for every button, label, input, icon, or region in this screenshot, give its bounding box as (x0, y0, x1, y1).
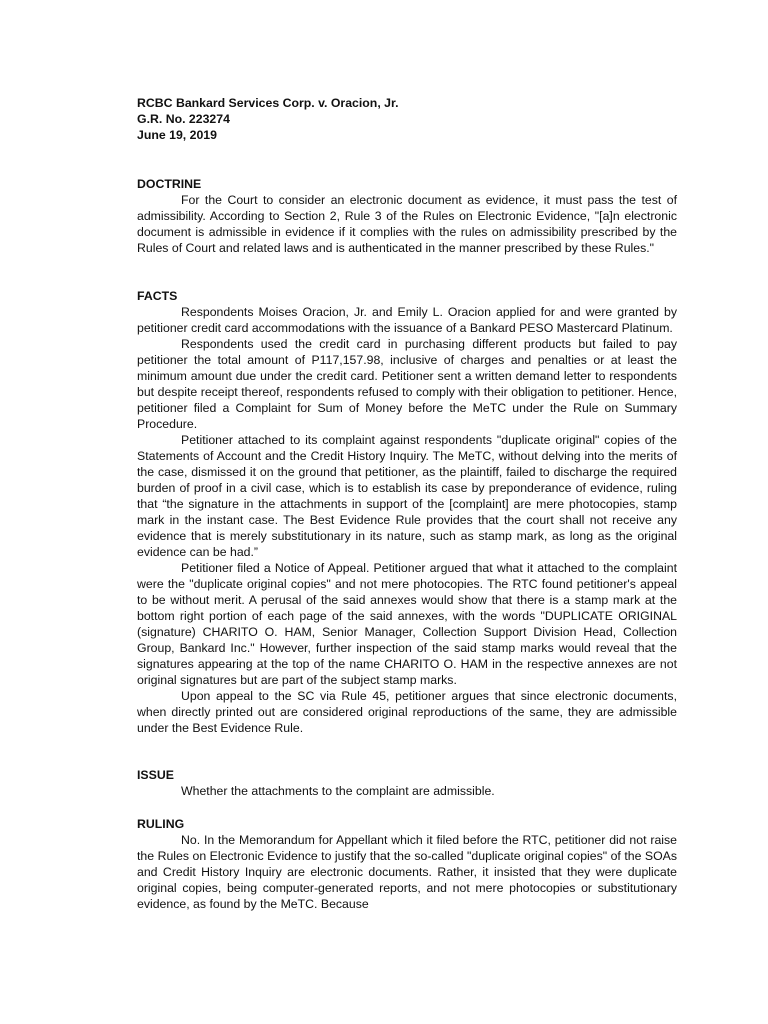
case-title: RCBC Bankard Services Corp. v. Oracion, Jr. (137, 96, 399, 110)
facts-paragraph: Upon appeal to the SC via Rule 45, petitioner argues that since electronic documents, when directly printed out are considered original reproductions of the same, they are admissible under the Best Evidence Rule. (137, 689, 677, 735)
facts-paragraph: Petitioner filed a Notice of Appeal. Petitioner argued that what it attached to the complaint were the "duplicate original copies" and not mere photocopies. The RTC found petitioner's appeal to be without merit. A perusal of the said annexes would show that there is a stamp mark at the bottom right portion of each page of the said annexes, with the words "DUPLICATE ORIGINAL (signature) CHARITO O. HAM, Senior Manager, Collection Support Division Head, Collection Group, Bankard Inc." However, further inspection of the said stamp marks would reveal that the signatures appearing at the top of the name CHARITO O. HAM in the respective annexes are not original signatures but are part of the subject stamp marks. (137, 561, 677, 687)
ruling-section (137, 816, 677, 912)
doctrine-section (137, 176, 677, 256)
facts-paragraph: Respondents Moises Oracion, Jr. and Emily L. Oracion applied for and were granted by petitioner credit card accommodations with the issuance of a Bankard PESO Mastercard Platinum. (137, 305, 677, 335)
doctrine-paragraph: For the Court to consider an electronic document as evidence, it must pass the test of admissibility. According to Section 2, Rule 3 of the Rules on Electronic Evidence, "[a]n electronic document is admissible in evidence if it complies with the rules on admissibility prescribed by the Rules of Court and related laws and is authenticated in the manner prescribed by these Rules." (137, 193, 677, 255)
issue-heading: ISSUE (137, 768, 174, 782)
gr-number: G.R. No. 223274 (137, 112, 230, 126)
facts-paragraph: Respondents used the credit card in purchasing different products but failed to pay petitioner the total amount of P117,157.98, inclusive of charges and penalties or at least the minimum amount due under the credit card. Petitioner sent a written demand letter to respondents but despite receipt thereof, respondents refused to comply with their obligation to petitioner. Hence, petitioner filed a Complaint for Sum of Money before the MeTC under the Rule on Summary Procedure. (137, 337, 677, 431)
decision-date: June 19, 2019 (137, 128, 217, 142)
doctrine-heading: DOCTRINE (137, 177, 202, 191)
facts-heading: FACTS (137, 289, 178, 303)
issue-paragraph: Whether the attachments to the complaint are admissible. (181, 784, 495, 798)
ruling-paragraph: No. In the Memorandum for Appellant which it filed before the RTC, petitioner did not raise the Rules on Electronic Evidence to justify that the so-called "duplicate original copies" of the SOAs and Credit History Inquiry are electronic documents. Rather, it insisted that they were duplicate original copies, being computer-generated reports, and not mere photocopies or substitutionary evidence, as found by the MeTC. Because (137, 833, 677, 911)
issue-section (137, 767, 677, 799)
facts-paragraph: Petitioner attached to its complaint against respondents "duplicate original" copies of the Statements of Account and the Credit History Inquiry. The MeTC, without delving into the merits of the case, dismissed it on the ground that petitioner, as the plaintiff, failed to discharge the required burden of proof in a civil case, which is to establish its case by preponderance of evidence, ruling that “the signature in the attachments in support of the [complaint] are mere photocopies, stamp mark in the instant case. The Best Evidence Rule provides that the court shall not receive any evidence that is merely substitutionary in its nature, such as stamp mark, as long as the original evidence can be had.” (137, 433, 677, 559)
ruling-heading: RULING (137, 817, 185, 831)
facts-section (137, 288, 677, 736)
document-page (137, 95, 677, 912)
